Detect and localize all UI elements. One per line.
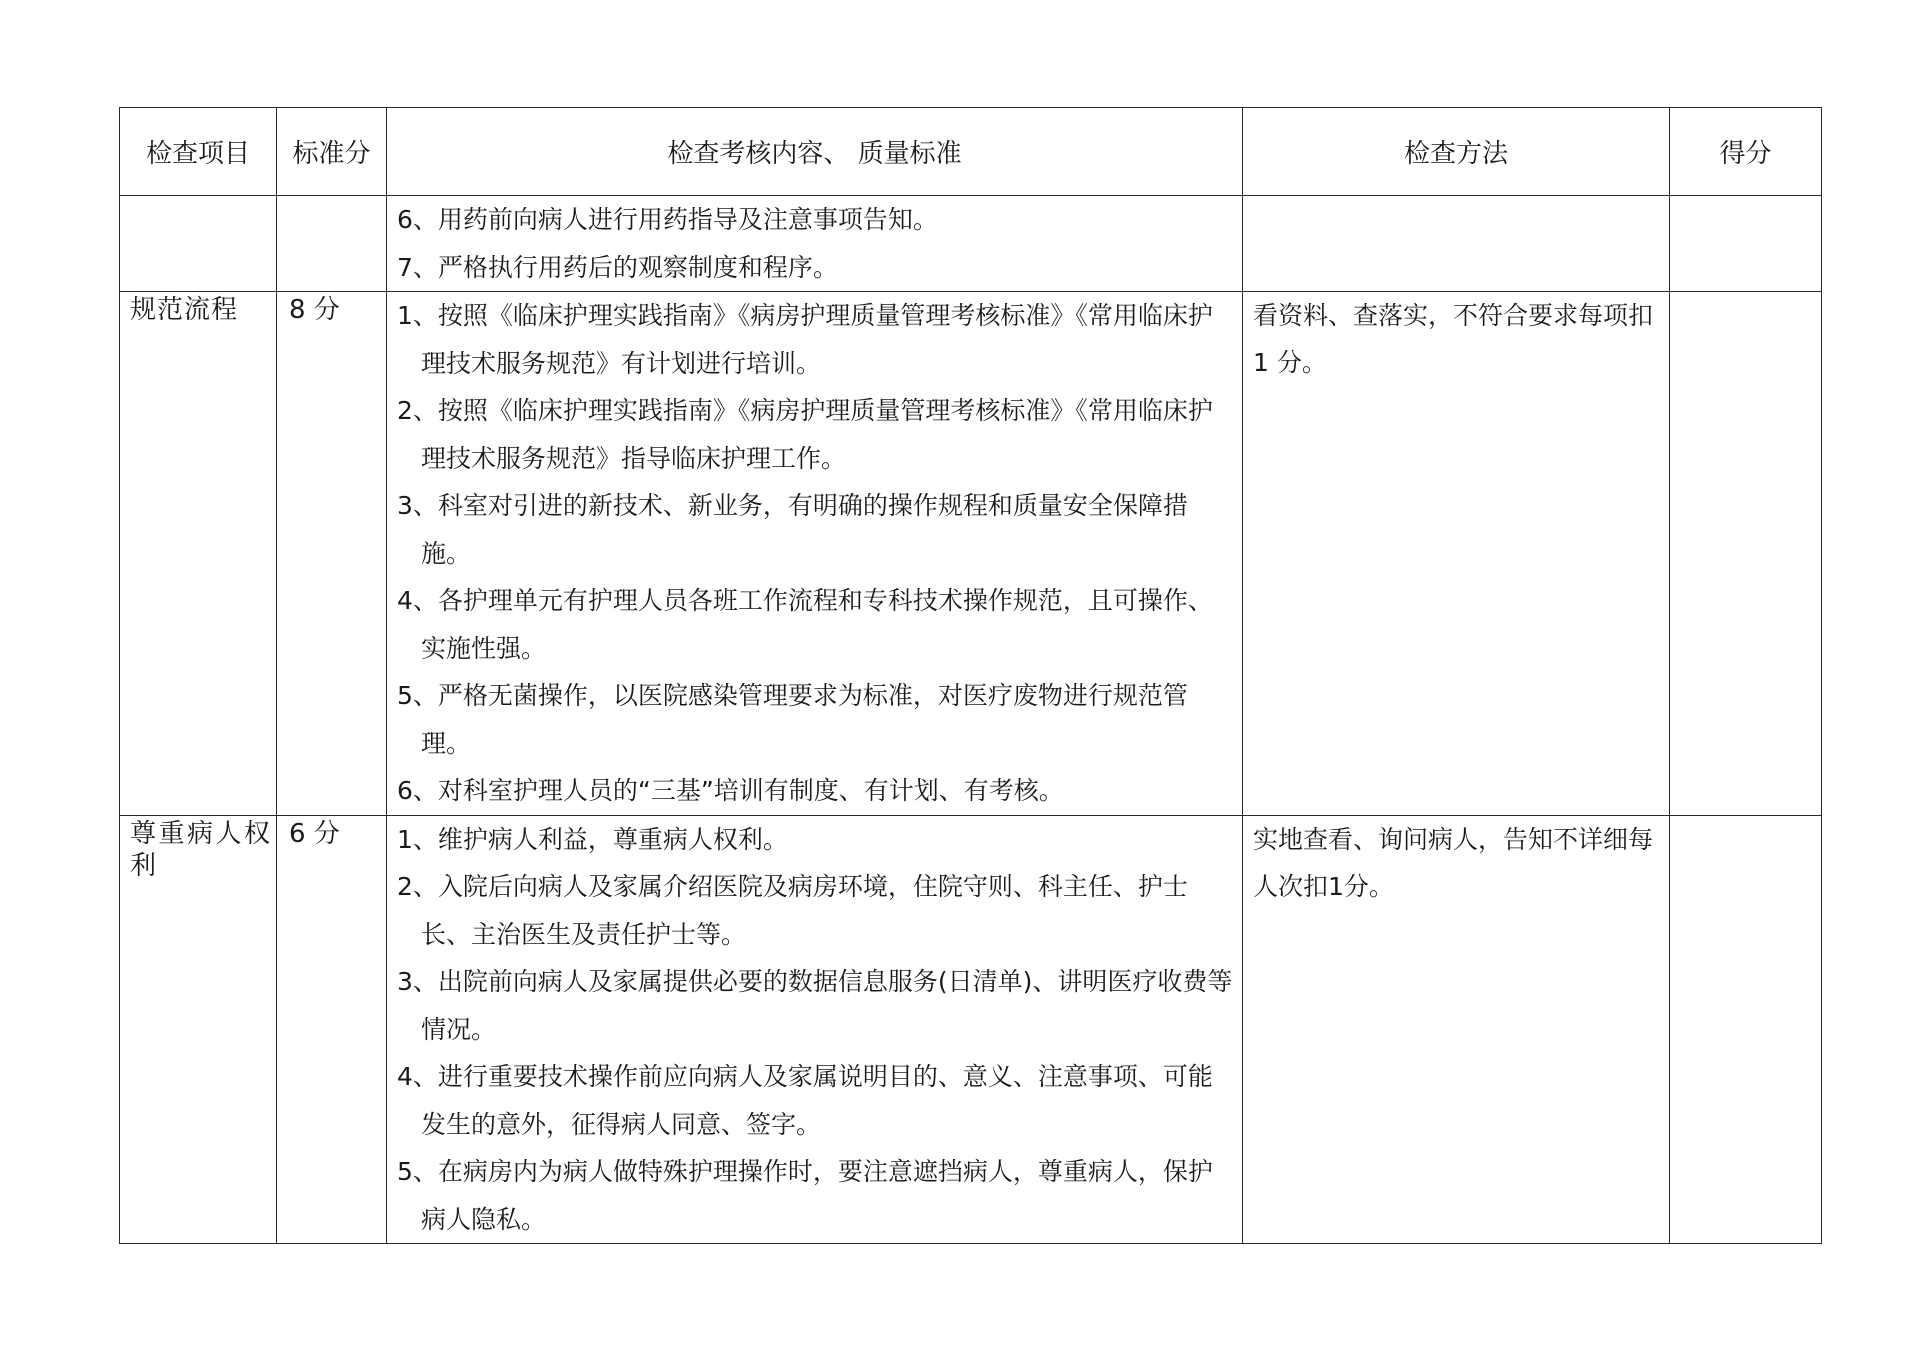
table-row — [120, 196, 1822, 292]
item-cell: 规范流程 — [120, 292, 277, 816]
list-item: 2、按照《临床护理实践指南》《病房护理质量管理考核标准》《常用临床护理技术服务规范》指导临床护理工作。 — [397, 396, 1213, 473]
header-result: 得分 — [1670, 108, 1822, 196]
content-cell — [387, 196, 1243, 292]
list-item: 3、科室对引进的新技术、新业务，有明确的操作规程和质量安全保障措施。 — [397, 491, 1188, 568]
standard-list — [387, 816, 1242, 1244]
list-item: 5、在病房内为病人做特殊护理操作时，要注意遮挡病人，尊重病人，保护病人隐私。 — [397, 1157, 1213, 1234]
content-cell — [387, 815, 1243, 1244]
header-score: 标准分 — [277, 108, 387, 196]
list-item: 7、严格执行用药后的观察制度和程序。 — [397, 252, 838, 282]
method-cell — [1243, 196, 1670, 292]
list-item: 4、进行重要技术操作前应向病人及家属说明目的、意义、注意事项、可能发生的意外，征得病人同意、签字。 — [397, 1062, 1213, 1139]
list-item: 1、维护病人利益，尊重病人权利。 — [397, 824, 788, 854]
header-content: 检查考核内容、 质量标准 — [387, 108, 1243, 196]
content-cell — [387, 292, 1243, 816]
list-item: 1、按照《临床护理实践指南》《病房护理质量管理考核标准》《常用临床护理技术服务规范》有计划进行培训。 — [397, 301, 1213, 378]
table-row — [120, 815, 1822, 1244]
standard-list — [387, 196, 1242, 291]
standard-list — [387, 292, 1242, 815]
list-item: 5、严格无菌操作，以医院感染管理要求为标准，对医疗废物进行规范管理。 — [397, 681, 1188, 758]
inspection-table — [119, 107, 1822, 1244]
method-cell: 看资料、查落实，不符合要求每项扣 1 分。 — [1243, 292, 1670, 816]
score-cell: 6 分 — [277, 815, 387, 1244]
result-cell[interactable] — [1670, 292, 1822, 816]
method-cell: 实地查看、询问病人，告知不详细每人次扣1分。 — [1243, 815, 1670, 1244]
header-item: 检查项目 — [120, 108, 277, 196]
table-header-row — [120, 108, 1822, 196]
score-cell — [277, 196, 387, 292]
checklist-sheet — [119, 107, 1822, 1244]
table-row — [120, 292, 1822, 816]
list-item: 6、用药前向病人进行用药指导及注意事项告知。 — [397, 205, 938, 234]
score-cell: 8 分 — [277, 292, 387, 816]
list-item: 4、各护理单元有护理人员各班工作流程和专科技术操作规范，且可操作、实施性强。 — [397, 586, 1213, 663]
result-cell[interactable] — [1670, 196, 1822, 292]
list-item: 2、入院后向病人及家属介绍医院及病房环境，住院守则、科主任、护士长、主治医生及责任护士等。 — [397, 872, 1188, 949]
item-cell: 尊重病人权利 — [120, 815, 277, 1244]
item-cell — [120, 196, 277, 292]
list-item: 6、对科室护理人员的“三基”培训有制度、有计划、有考核。 — [397, 776, 1064, 805]
header-method: 检查方法 — [1243, 108, 1670, 196]
result-cell[interactable] — [1670, 815, 1822, 1244]
list-item: 3、出院前向病人及家属提供必要的数据信息服务(日清单)、讲明医疗收费等情况。 — [397, 967, 1233, 1044]
